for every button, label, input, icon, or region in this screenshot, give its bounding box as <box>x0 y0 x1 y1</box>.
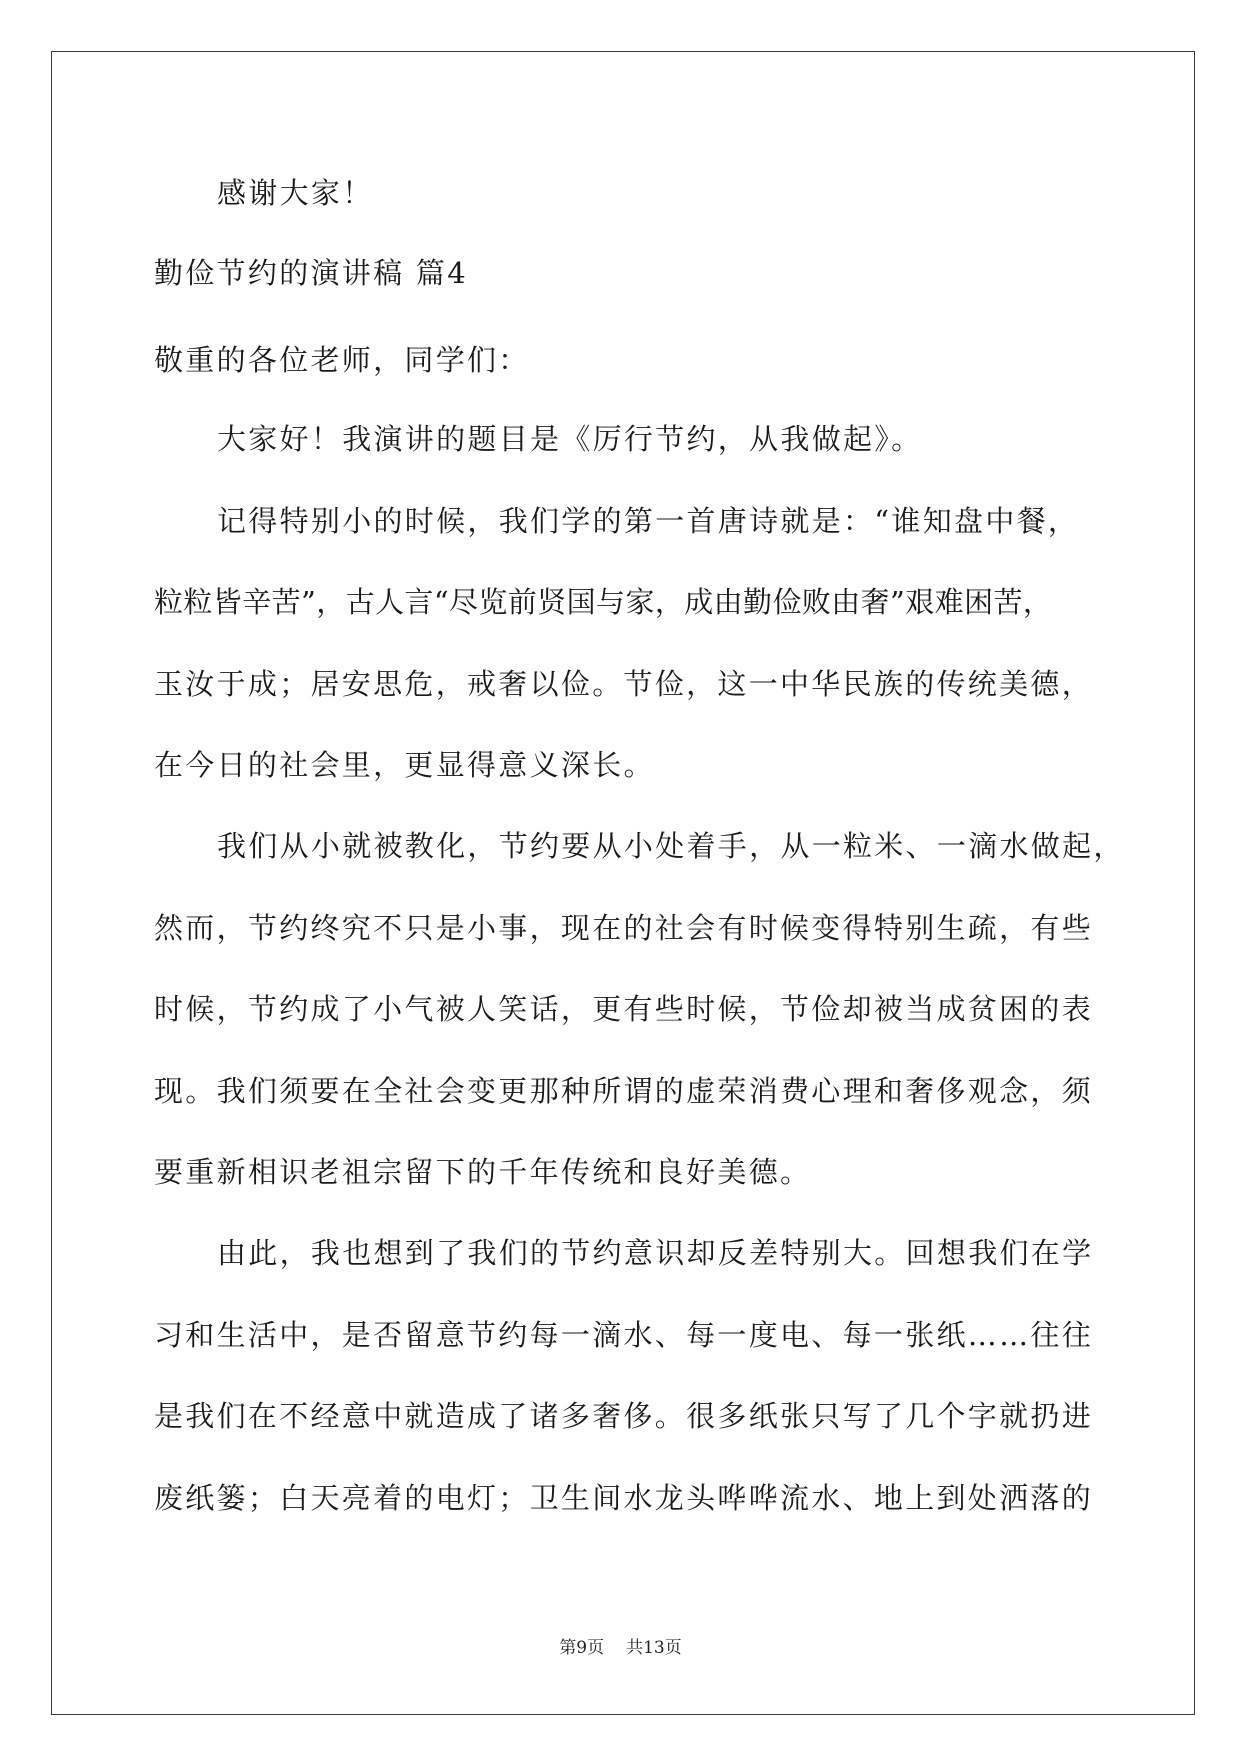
closing-line: 感谢大家！ <box>217 176 374 210</box>
paragraph-line: 是我们在不经意中就造成了诸多奢侈。很多纸张只写了几个字就扔进 <box>154 1399 1094 1433</box>
paragraph-line: 废纸篓；白天亮着的电灯；卫生间水龙头哗哗流水、地上到处洒落的 <box>154 1481 1094 1515</box>
paragraph-line: 要重新相识老祖宗留下的千年传统和良好美德。 <box>154 1155 812 1189</box>
paragraph-line: 由此，我也想到了我们的节约意识却反差特别大。回想我们在学 <box>217 1236 1094 1270</box>
page-border <box>51 51 1195 1715</box>
paragraph-line: 记得特别小的时候，我们学的第一首唐诗就是：“谁知盘中餐， <box>217 504 1080 538</box>
paragraph-line: 我们从小就被教化，节约要从小处着手，从一粒米、一滴水做起， <box>217 829 1125 863</box>
page-footer <box>0 1636 1241 1660</box>
paragraph-line: 粒粒皆辛苦”，古人言“尽览前贤国与家，成由勤俭败由奢”艰难困苦， <box>154 585 1053 619</box>
paragraph-line: 玉汝于成；居安思危，戒奢以俭。节俭，这一中华民族的传统美德， <box>154 667 1094 701</box>
paragraph-line: 现。我们须要在全社会变更那种所谓的虚荣消费心理和奢侈观念，须 <box>154 1074 1094 1108</box>
salutation-line: 敬重的各位老师，同学们： <box>154 343 530 377</box>
section-title: 勤俭节约的演讲稿 篇4 <box>154 256 468 290</box>
paragraph-line: 然而，节约终究不只是小事，现在的社会有时候变得特别生疏，有些 <box>154 911 1094 945</box>
paragraph-line: 习和生活中，是否留意节约每一滴水、每一度电、每一张纸……往往 <box>154 1318 1094 1352</box>
page-total: 共13页 <box>626 1638 682 1658</box>
paragraph-line: 时候，节约成了小气被人笑话，更有些时候，节俭却被当成贫困的表 <box>154 992 1094 1026</box>
paragraph-line: 在今日的社会里，更显得意义深长。 <box>154 748 655 782</box>
opening-line: 大家好！我演讲的题目是《厉行节约，从我做起》。 <box>217 422 923 456</box>
page-number: 第9页 <box>559 1638 605 1658</box>
